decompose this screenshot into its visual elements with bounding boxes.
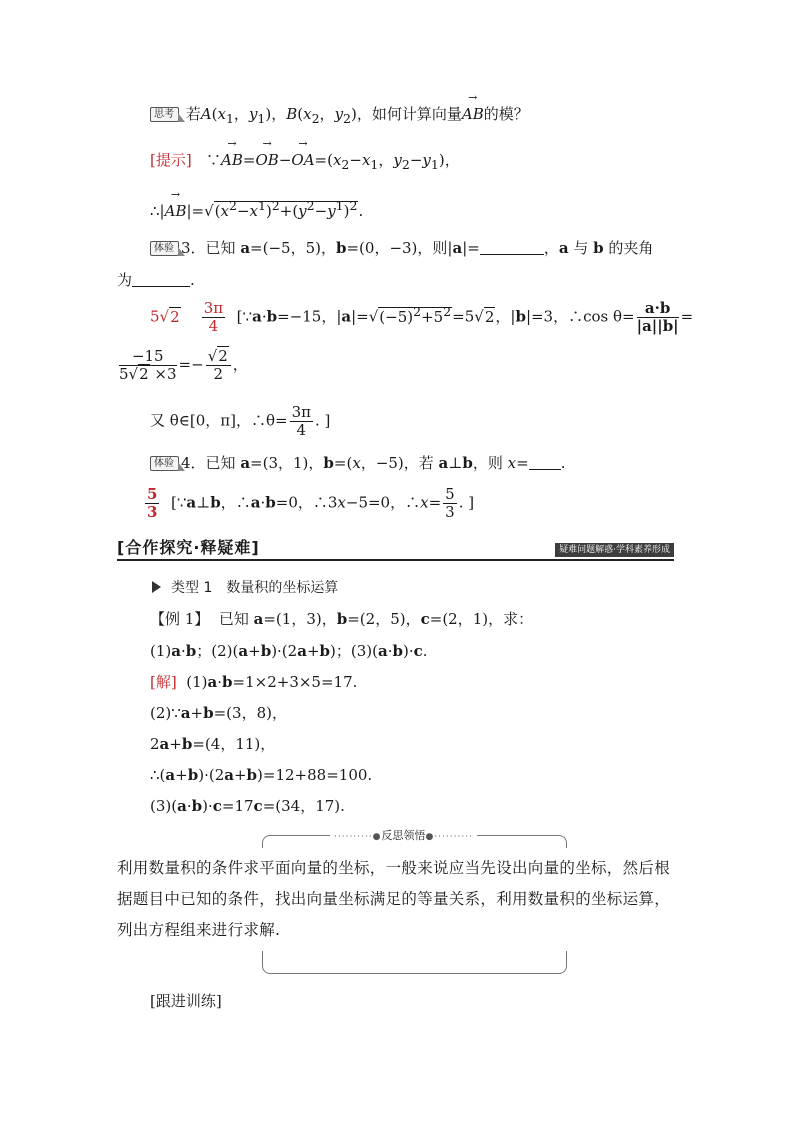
ex3-question-line-2: 为 . [117, 271, 195, 289]
type1-heading [152, 578, 338, 598]
ex3-question-line: 体验 3．已知 a=(−5，5)，b=(0，−3)，则|a|= ，a 与 b 的夹角 [150, 238, 653, 258]
section-tag: 疑难问题解惑·学科素养形成 [555, 543, 674, 557]
followup-label: [跟进训练] [150, 992, 222, 1010]
reflect-text: 利用数量积的条件求平面向量的坐标，一般来说应当先设出向量的坐标，然后根据题目中已知的条件，找出向量坐标满足的等量关系，利用数量积的坐标运算，列出方程组来进行求解. [117, 859, 671, 939]
ex4-solution-line: $\frac{5}{3}$ [∵a⊥b，∴a·b=0，∴3x−5=0，∴x= $\frac{5}{3}$ . ] [147, 485, 475, 521]
ex3-solution-line-2: $\frac{-15}{5√2 \times 3}$ =− $\frac{√2}{2}$ ， [119, 347, 248, 383]
solution-line-4: ∴(a+b)·(2a+b)=12+88=100. [150, 766, 373, 784]
section-rule [117, 559, 674, 561]
think-question: 若$A(x_1$，$y_1$)，$B(x_2$，$y_2$)，如何计算向量→ AB的模？ [186, 105, 529, 123]
solution-line-2: (2)∵a+b=(3，8)， [150, 704, 287, 722]
play-triangle-icon [152, 581, 161, 593]
reflect-dots-right: ●·········· [425, 832, 473, 842]
example1-parts: (1)a·b；(2)(a+b)·(2a+b)；(3)(a·b)·c. [150, 642, 428, 660]
section-header [117, 537, 674, 561]
ex3-solution-line-3: 又 θ∈[0，π]，∴θ= $\frac{3\pi}{4}$ . ] [150, 403, 331, 439]
ex3-tag: 体验 [150, 241, 179, 256]
solution-line-3: 2a+b=(4，11)， [150, 735, 276, 753]
think-tag: 思考 [150, 107, 179, 122]
solution-line-1: [解] (1)a·b=1×2+3×5=17. [150, 673, 358, 691]
reflect-dots-left: ··········● [334, 832, 382, 842]
ex4-answer: $\frac{5}{3}$ [147, 485, 158, 521]
ex3-solution-line: 5√2 $\frac{3\pi}{4}$ [∵a·b=−15，$|a|=√(-5)^2+5^2=5√2$，|b|=3，∴cos θ= $\frac{a\cdot b}{|a||b|}$ = [150, 299, 694, 335]
ex3-answer-1: 5√2 [150, 307, 180, 326]
hint-line-2: ∴|→ $AB|=√(x^2-x^1)^2+(y^2-y^1)^2$. [150, 196, 363, 221]
solution-line-5: (3)(a·b)·c=17c=(34，17). [150, 797, 345, 815]
example1-line: 【例 1】 已知 a=(1，3)，b=(2，5)，c=(2，1)，求： [150, 610, 534, 628]
think-question-line [150, 104, 529, 129]
reflect-title-wrap [330, 829, 477, 844]
solution-label: [解] [150, 673, 177, 691]
hint-text: ∵→ $AB=\to OB-\to OA=(x_2-x_1$，$y_2-y_1$)， [197, 151, 460, 169]
hint-label: [提示] [150, 151, 192, 169]
ex4-tag: 体验 [150, 456, 179, 471]
example1-label: 【例 1】 [150, 610, 210, 628]
ex4-question-line: 体验 4．已知 a=(3，1)，b=(x，−5)，若 a⊥b，则 x= . [150, 453, 566, 473]
type1-label: 类型 1 数量积的坐标运算 [171, 580, 339, 596]
section-title: [合作探究·释疑难] [117, 538, 260, 557]
reflect-title: 反思领悟 [381, 829, 426, 842]
ex3-answer-2: $\frac{3\pi}{4}$ [203, 299, 224, 335]
reflect-box-bottom [262, 951, 567, 974]
hint-line [150, 150, 460, 175]
